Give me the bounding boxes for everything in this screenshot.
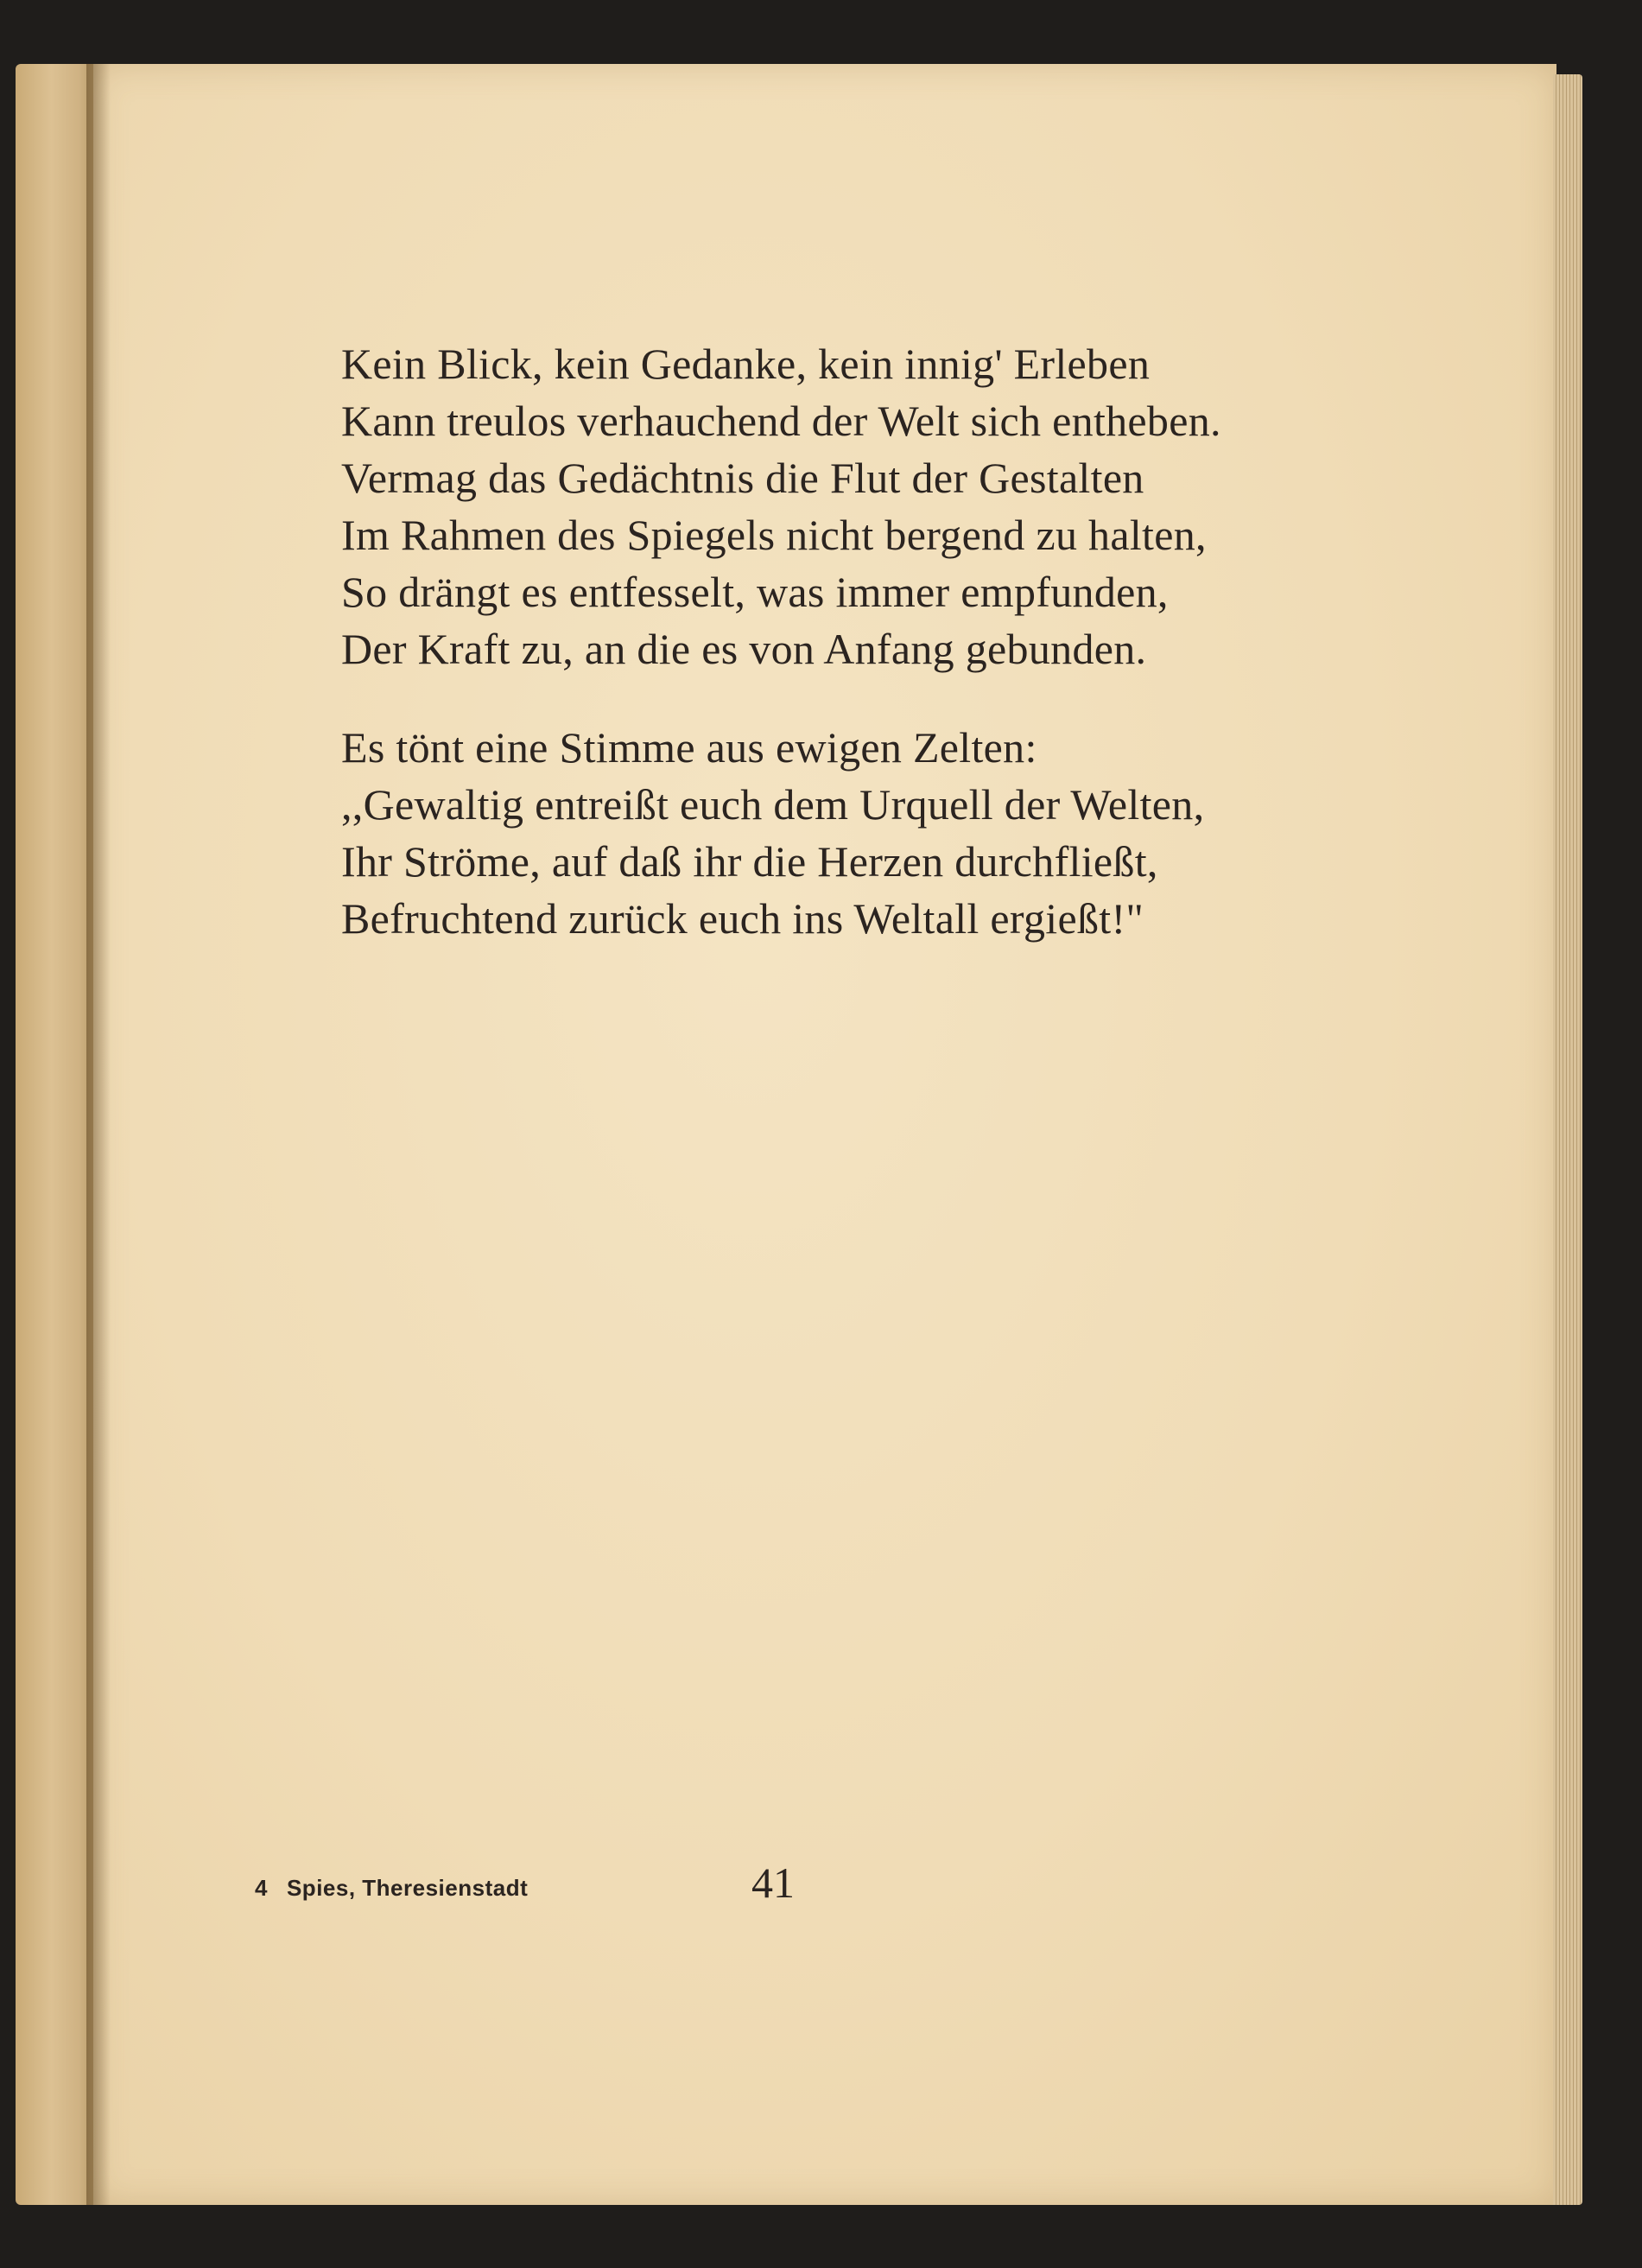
gutter-shadow <box>86 64 111 2205</box>
page-stack-edge <box>1553 74 1582 2205</box>
poem-line: Kein Blick, kein Gedanke, kein innig' Erleben <box>341 340 1151 388</box>
poem-line: So drängt es entfesselt, was immer empfunden, <box>341 568 1169 616</box>
poem-line: Kann treulos verhauchend der Welt sich entheben. <box>341 397 1221 445</box>
signature-text: Spies, Theresienstadt <box>286 1875 529 1901</box>
poem-line: Vermag das Gedächtnis die Flut der Gestalten <box>341 454 1144 502</box>
poem-line: Es tönt eine Stimme aus ewigen Zelten: <box>341 723 1037 772</box>
poem-line: Befruchtend zurück euch ins Weltall ergießt!" <box>341 894 1144 943</box>
stanza-2 <box>341 719 1221 947</box>
left-page-edge <box>16 64 95 2205</box>
poem-line: ,,Gewaltig entreißt euch dem Urquell der Welten, <box>341 780 1205 829</box>
printer-signature <box>255 1875 528 1902</box>
poem-line: Im Rahmen des Spiegels nicht bergend zu halten, <box>341 511 1207 559</box>
page-number: 41 <box>751 1858 795 1907</box>
signature-number: 4 <box>255 1875 268 1901</box>
poem-text <box>341 335 1221 988</box>
poem-line: Der Kraft zu, an die es von Anfang gebunden. <box>341 625 1147 673</box>
stanza-1 <box>341 335 1221 677</box>
poem-line: Ihr Ströme, auf daß ihr die Herzen durchfließt, <box>341 837 1158 886</box>
